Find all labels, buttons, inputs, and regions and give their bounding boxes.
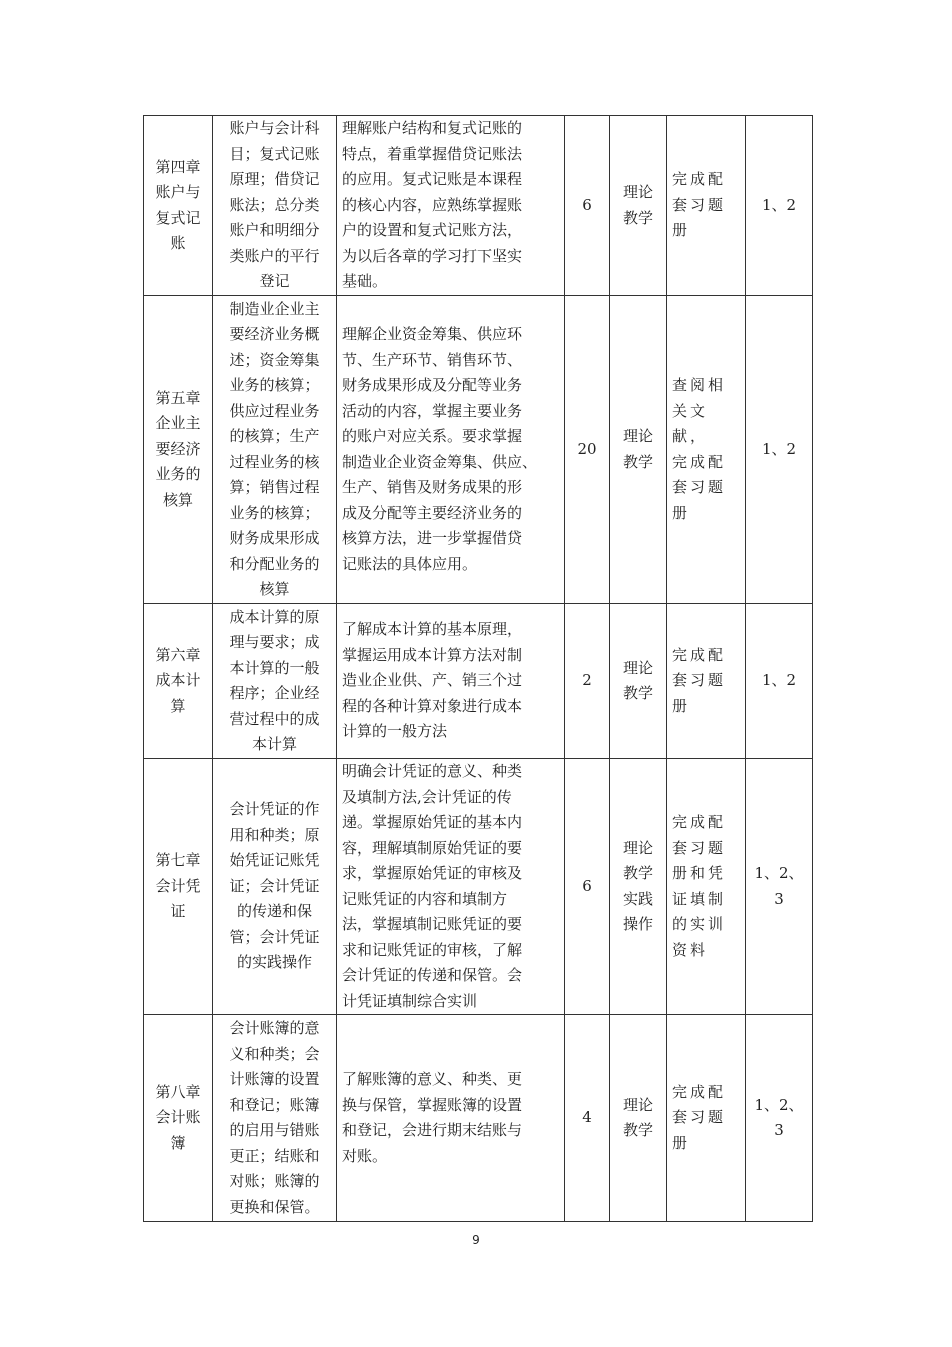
hours-cell: 4	[565, 1015, 610, 1222]
chapter-cell: 第五章 企业主 要经济 业务的 核算	[144, 296, 213, 604]
requirements-cell: 理解企业资金筹集、供应环 节、生产环节、销售环节、 财务成果形成及分配等业务 活动的内容，掌握主要业务 的账户对应关系。要求掌握 制造业企业资金筹集、供应、 生产、销售及财务成果的形 成及分配等主要经济业务的 核算方法，进一步掌握借贷 记账法的具体应用。	[337, 296, 565, 604]
table-row	[144, 759, 813, 1015]
homework-cell: 完成配 套习题 册和凭 证填制 的实训 资料	[667, 759, 746, 1015]
method-cell: 理论 教学	[610, 296, 667, 604]
method-cell: 理论 教学 实践 操作	[610, 759, 667, 1015]
method-cell: 理论 教学	[610, 604, 667, 759]
content-cell: 会计账簿的意 义和种类；会 计账簿的设置 和登记；账簿 的启用与错账 更正；结账和 对账；账簿的 更换和保管。	[213, 1015, 337, 1222]
table-row	[144, 604, 813, 759]
content-cell: 成本计算的原 理与要求；成 本计算的一般 程序；企业经 营过程中的成 本计算	[213, 604, 337, 759]
content-cell: 账户与会计科 目；复式记账 原理；借贷记 账法；总分类 账户和明细分 类账户的平行 登记	[213, 116, 337, 296]
hours-cell: 20	[565, 296, 610, 604]
syllabus-table	[143, 115, 813, 1222]
table-row	[144, 296, 813, 604]
content-cell: 会计凭证的作 用和种类；原 始凭证记账凭 证；会计凭证 的传递和保 管；会计凭证 的实践操作	[213, 759, 337, 1015]
chapter-cell: 第四章 账户与 复式记 账	[144, 116, 213, 296]
objectives-cell: 1、2、3	[746, 1015, 813, 1222]
requirements-cell: 明确会计凭证的意义、种类 及填制方法,会计凭证的传 递。掌握原始凭证的基本内 容，理解填制原始凭证的要 求，掌握原始凭证的审核及 记账凭证的内容和填制方 法，掌握填制记账凭证的要 求和记账凭证的审核，了解 会计凭证的传递和保管。会 计凭证填制综合实训	[337, 759, 565, 1015]
hours-cell: 2	[565, 604, 610, 759]
method-cell: 理论 教学	[610, 1015, 667, 1222]
requirements-cell: 了解成本计算的基本原理， 掌握运用成本计算方法对制 造业企业供、产、销三个过 程的各种计算对象进行成本 计算的一般方法	[337, 604, 565, 759]
homework-cell: 完成配 套习题 册	[667, 116, 746, 296]
requirements-cell: 了解账簿的意义、种类、更 换与保管，掌握账簿的设置 和登记，会进行期末结账与 对账。	[337, 1015, 565, 1222]
homework-cell: 查阅相 关文献， 完成配 套习题 册	[667, 296, 746, 604]
page-number: 9	[472, 1233, 480, 1247]
objectives-cell: 1、2	[746, 116, 813, 296]
chapter-cell: 第七章 会计凭 证	[144, 759, 213, 1015]
objectives-cell: 1、2	[746, 604, 813, 759]
method-cell: 理论 教学	[610, 116, 667, 296]
hours-cell: 6	[565, 759, 610, 1015]
homework-cell: 完成配 套习题 册	[667, 604, 746, 759]
requirements-cell: 理解账户结构和复式记账的 特点，着重掌握借贷记账法 的应用。复式记账是本课程 的核心内容，应熟练掌握账 户的设置和复式记账方法， 为以后各章的学习打下坚实 基础。	[337, 116, 565, 296]
chapter-cell: 第六章 成本计 算	[144, 604, 213, 759]
objectives-cell: 1、2、3	[746, 759, 813, 1015]
hours-cell: 6	[565, 116, 610, 296]
chapter-cell: 第八章 会计账 簿	[144, 1015, 213, 1222]
homework-cell: 完成配 套习题 册	[667, 1015, 746, 1222]
table-row	[144, 1015, 813, 1222]
objectives-cell: 1、2	[746, 296, 813, 604]
content-cell: 制造业企业主 要经济业务概 述；资金筹集 业务的核算； 供应过程业务 的核算；生产 过程业务的核 算；销售过程 业务的核算； 财务成果形成 和分配业务的 核算	[213, 296, 337, 604]
table-row	[144, 116, 813, 296]
